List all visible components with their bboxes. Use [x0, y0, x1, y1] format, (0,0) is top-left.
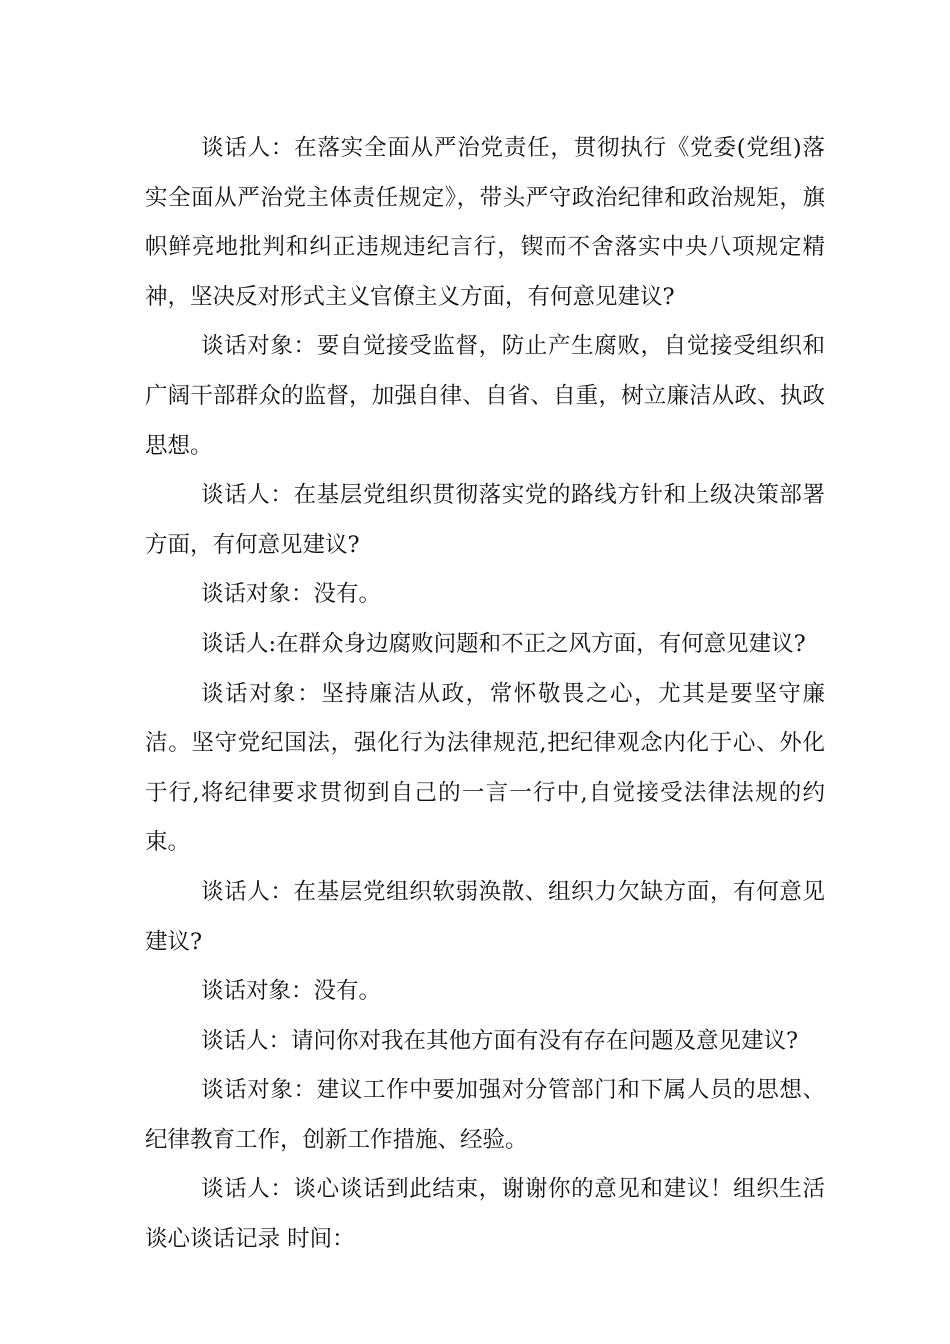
- paragraph-3: 谈话人：在基层党组织贯彻落实党的路线方针和上级决策部署方面，有何意见建议?: [145, 482, 825, 558]
- paragraph-6: 谈话对象：坚持廉洁从政，常怀敬畏之心，尤其是要坚守廉洁。坚守党纪国法，强化行为法律规范,把纪律观念内化于心、外化于行,将纪律要求贯彻到自己的一言一行中,自觉接受法律法规的约束。: [145, 680, 825, 856]
- document-body: [145, 124, 825, 1265]
- paragraph-2: 谈话对象：要自觉接受监督，防止产生腐败，自觉接受组织和广阔干部群众的监督，加强自律、自省、自重，树立廉洁从政、执政思想。: [145, 333, 825, 459]
- paragraph-4: 谈话对象：没有。: [201, 581, 382, 608]
- paragraph-11: 谈话人：谈心谈话到此结束，谢谢你的意见和建议！组织生活谈心谈话记录 时间：: [145, 1176, 825, 1253]
- paragraph-8: 谈话对象：没有。: [201, 978, 382, 1005]
- paragraph-5: 谈话人:在群众身边腐败问题和不正之风方面，有何意见建议?: [201, 630, 806, 657]
- paragraph-10: 谈话对象：建议工作中要加强对分管部门和下属人员的思想、纪律教育工作，创新工作措施、经验。: [145, 1077, 825, 1153]
- paragraph-1: 谈话人：在落实全面从严治党责任，贯彻执行《党委(党组)落实全面从严治党主体责任规定》，带头严守政治纪律和政治规矩，旗帜鲜亮地批判和纠正违规违纪言行，锲而不舍落实中央八项规定精神，坚决反对形式主义官僚主义方面，有何意见建议?: [145, 135, 825, 310]
- paragraph-9: 谈话人：请问你对我在其他方面有没有存在问题及意见建议?: [201, 1027, 799, 1054]
- paragraph-7: 谈话人：在基层党组织软弱涣散、组织力欠缺方面，有何意见建议?: [145, 878, 825, 955]
